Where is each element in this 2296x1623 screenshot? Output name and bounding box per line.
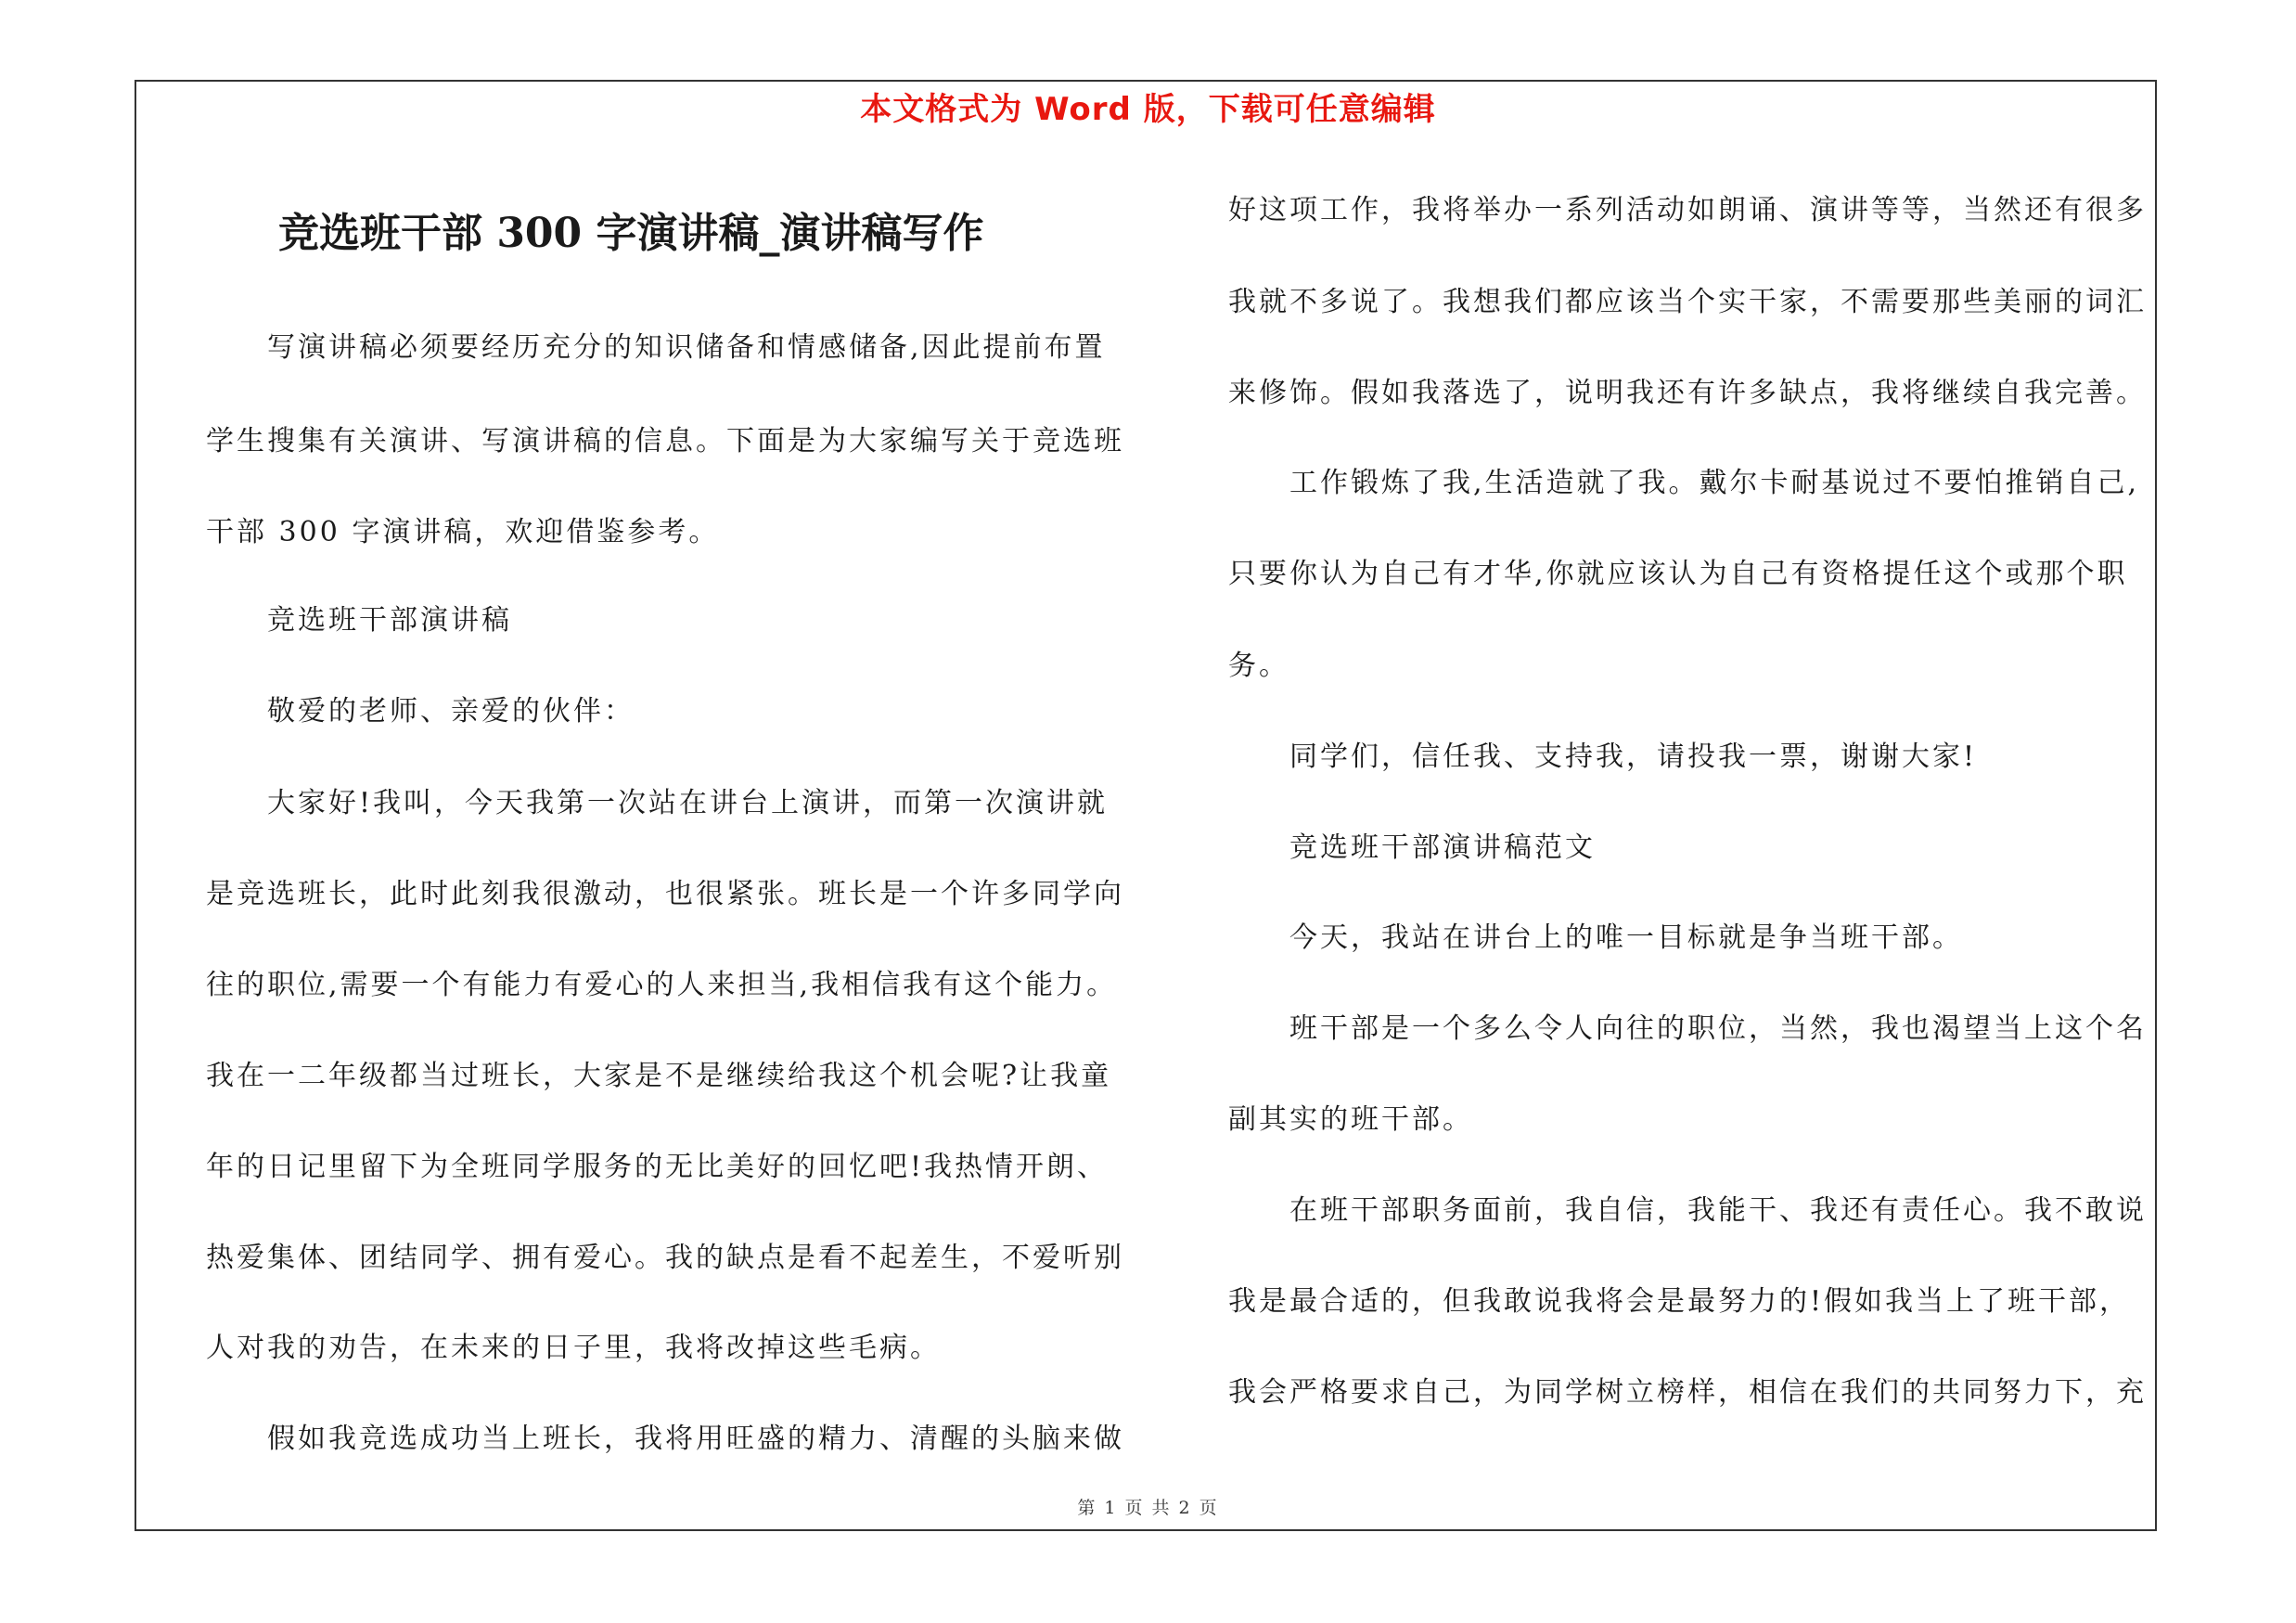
paragraph-line: 年的日记里留下为全班同学服务的无比美好的回忆吧!我热情开朗、 [206,1151,1109,1183]
document-title: 竞选班干部 300 字演讲稿_演讲稿写作 [278,210,984,257]
paragraph-line: 在班干部职务面前，我自信，我能干、我还有责任心。我不敢说 [1289,1194,2147,1227]
section-heading: 竞选班干部演讲稿范文 [1289,831,1596,864]
paragraph-line: 好这项工作，我将举办一系列活动如朗诵、演讲等等，当然还有很多 [1228,194,2147,226]
paragraph-line: 今天，我站在讲台上的唯一目标就是争当班干部。 [1289,921,1963,954]
format-banner: 本文格式为 Word 版，下载可任意编辑 [860,91,1436,128]
salutation: 敬爱的老师、亲爱的伙伴： [267,695,635,728]
paragraph-line: 人对我的劝告，在未来的日子里，我将改掉这些毛病。 [206,1332,941,1364]
paragraph-line: 往的职位,需要一个有能力有爱心的人来担当,我相信我有这个能力。 [206,969,1118,1001]
paragraph-line: 热爱集体、团结同学、拥有爱心。我的缺点是看不起差生，不爱听别 [206,1242,1124,1274]
paragraph-line: 只要你认为自己有才华,你就应该认为自己有资格提任这个或那个职 [1228,558,2128,590]
paragraph-line: 来修饰。假如我落选了，说明我还有许多缺点，我将继续自我完善。 [1228,377,2147,409]
paragraph-line: 写演讲稿必须要经历充分的知识储备和情感储备,因此提前布置 [267,331,1106,364]
paragraph-line: 同学们，信任我、支持我，请投我一票，谢谢大家! [1289,741,1978,773]
paragraph-line: 假如我竞选成功当上班长，我将用旺盛的精力、清醒的头脑来做 [267,1423,1124,1455]
paragraph-line: 学生搜集有关演讲、写演讲稿的信息。下面是为大家编写关于竞选班 [206,425,1124,457]
paragraph-line: 是竞选班长，此时此刻我很激动，也很紧张。班长是一个许多同学向 [206,878,1124,910]
paragraph-line: 我在一二年级都当过班长，大家是不是继续给我这个机会呢?让我童 [206,1060,1112,1092]
paragraph-line: 副其实的班干部。 [1228,1103,1473,1136]
paragraph-line: 我会严格要求自己，为同学树立榜样，相信在我们的共同努力下，充 [1228,1376,2147,1409]
paragraph-line: 我是最合适的，但我敢说我将会是最努力的!假如我当上了班干部， [1228,1285,2131,1318]
paragraph-line: 务。 [1228,650,1289,682]
paragraph-line: 工作锻炼了我,生活造就了我。戴尔卡耐基说过不要怕推销自己, [1289,467,2140,499]
paragraph-line: 我就不多说了。我想我们都应该当个实干家，不需要那些美丽的词汇 [1228,286,2147,318]
paragraph-line: 干部 300 字演讲稿，欢迎借鉴参考。 [206,516,720,548]
page-footer: 第 1 页 共 2 页 [1077,1498,1219,1518]
paragraph-line: 班干部是一个多么令人向往的职位，当然，我也渴望当上这个名 [1289,1012,2147,1045]
paragraph-line: 大家好!我叫，今天我第一次站在讲台上演讲，而第一次演讲就 [267,787,1109,819]
section-heading: 竞选班干部演讲稿 [267,604,512,637]
